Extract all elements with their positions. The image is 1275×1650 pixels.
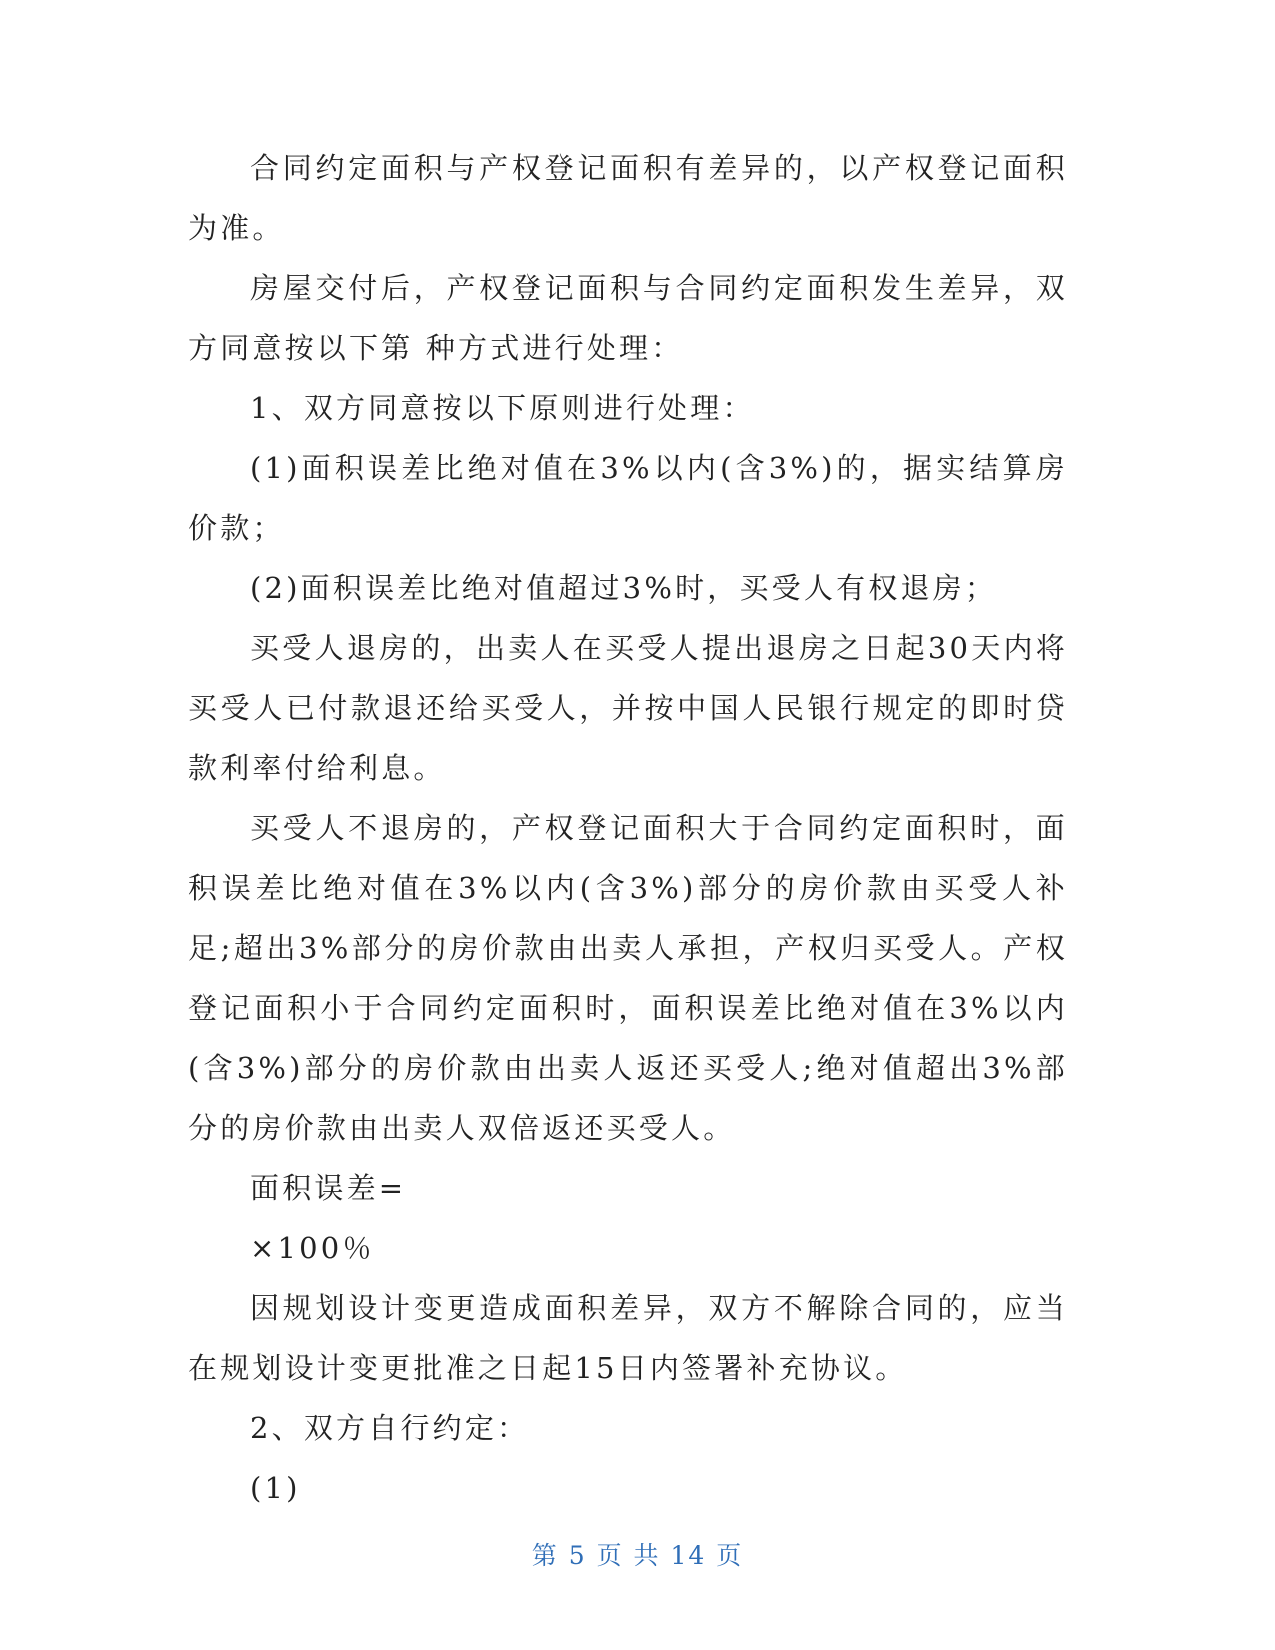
clause-1-item-1: (1)面积误差比绝对值在3%以内(含3%)的，据实结算房价款； xyxy=(188,451,1068,545)
paragraph-no-refund: 买受人不退房的，产权登记面积大于合同约定面积时，面积误差比绝对值在3%以内(含3%)部分的房价款由买受人补足;超出3%部分的房价款由出卖人承担，产权归买受人。产权登记面积小于合同约定面积时，面积误差比绝对值在3%以内(含3%)部分的房价款由出卖人返还买受人;绝对值超出3%部分的房价款由出卖人双倍返还买受人。 xyxy=(188,811,1068,1145)
formula-multiplier: ×100％ xyxy=(250,1231,375,1265)
clause-1-heading: 1、双方同意按以下原则进行处理： xyxy=(250,391,755,425)
paragraph-area-difference: 房屋交付后，产权登记面积与合同约定面积发生差异，双方同意按以下第 种方式进行处理： xyxy=(188,271,1068,365)
paragraph-planning-change: 因规划设计变更造成面积差异，双方不解除合同的，应当在规划设计变更批准之日起15日内签署补充协议。 xyxy=(188,1291,1068,1385)
clause-2-item-1: (1) xyxy=(250,1471,301,1505)
clause-1-item-2: (2)面积误差比绝对值超过3%时，买受人有权退房； xyxy=(250,571,998,605)
formula-label: 面积误差= xyxy=(250,1171,407,1205)
paragraph-refund: 买受人退房的，出卖人在买受人提出退房之日起30天内将买受人已付款退还给买受人，并按中国人民银行规定的即时贷款利率付给利息。 xyxy=(188,631,1068,785)
paragraph-area-basis: 合同约定面积与产权登记面积有差异的，以产权登记面积为准。 xyxy=(188,151,1068,245)
page-number-footer: 第 5 页 共 14 页 xyxy=(531,1541,744,1570)
document-body xyxy=(188,138,1068,1518)
clause-2-heading: 2、双方自行约定： xyxy=(250,1411,530,1445)
